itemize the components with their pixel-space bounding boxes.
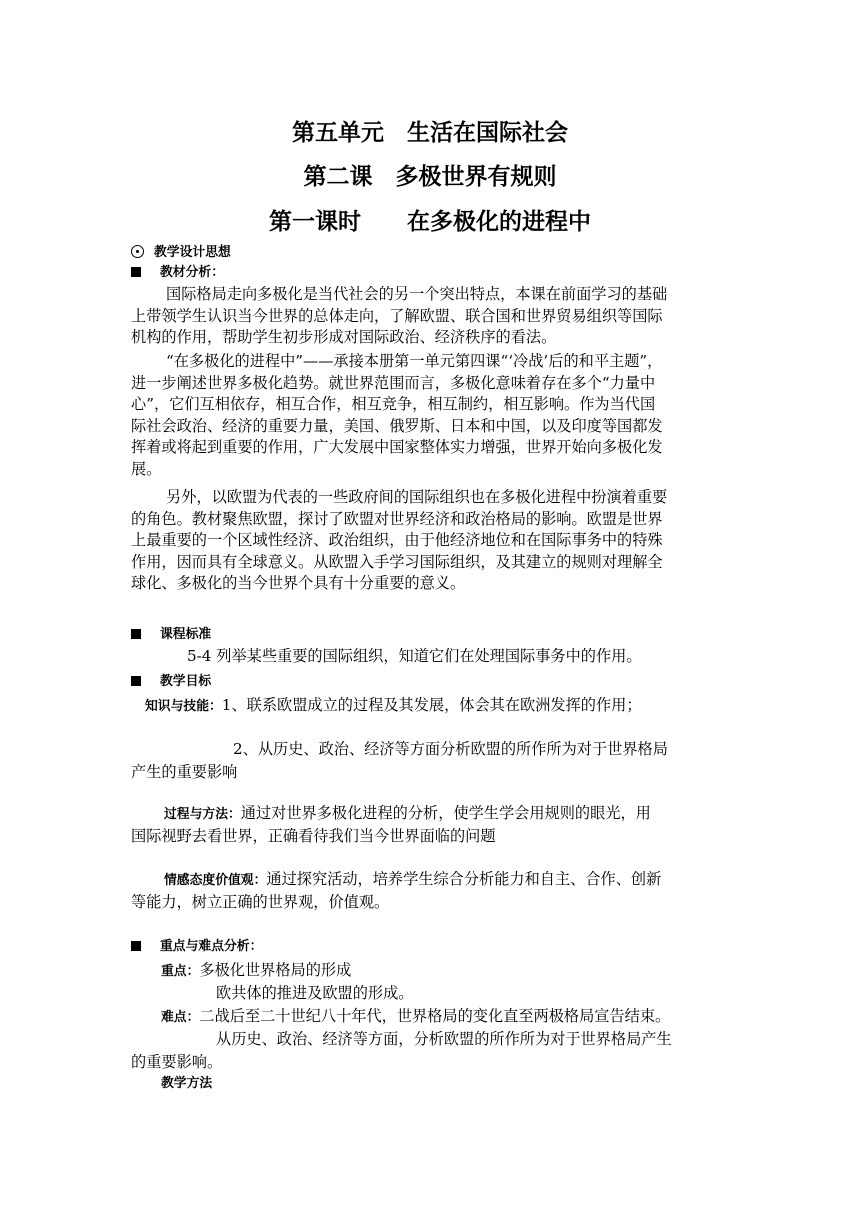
difficulty-1: 难点：二战后至二十世纪八十年代，世界格局的变化直至两极格局宣告结束。: [161, 1007, 671, 1025]
key-point-1: 重点：多极化世界格局的形成: [161, 961, 352, 979]
goal-knowledge-1: 知识与技能：1、联系欧盟成立的过程及其发展，体会其在欧洲发挥的作用；: [145, 696, 642, 714]
standard-text: 5-4 列举某些重要的国际组织，知道它们在处理国际事务中的作用。: [187, 647, 642, 665]
circle-dot-icon: [131, 245, 144, 258]
square-bullet-icon: [131, 267, 141, 277]
goal-emotion-a: 情感态度价值观：通过探究活动，培养学生综合分析能力和自主、合作、创新: [164, 870, 662, 888]
paragraph-material-2: “在多极化的进程中”——承接本册第一单元第四课“‘冷战’后的和平主题”， 进一步阐述世界多极化趋势。就世界范围而言，多极化意味着存在多个“力量中 心”，它们互相依存，相互合作，相互竞争，相互制约，相互影响。作为当代国 际社会政治、经济的重要力量，美国、俄罗斯、日本和中国，以及印度等国都发 挥着或将起到重要的作用，广大发展中国家整体实力增强，世界开始向多极化发 展。: [131, 352, 663, 478]
square-bullet-icon: [131, 941, 141, 951]
unit-title: 第五单元 生活在国际社会: [292, 120, 568, 146]
paragraph-material-1: 国际格局走向多极化是当代社会的另一个突出特点，本课在前面学习的基础 上带领学生认识当今世界的总体走向，了解欧盟、联合国和世界贸易组织等国际 机构的作用，帮助学生初步形成对国际政治、经济秩序的看法。: [131, 285, 668, 346]
goal-emotion-b: 等能力，树立正确的世界观，价值观。: [131, 893, 390, 911]
paragraph-material-3: 另外，以欧盟为代表的一些政府间的国际组织也在多极化进程中扮演着重要 的角色。教材聚焦欧盟，探讨了欧盟对世界经济和政治格局的影响。欧盟是世界 上最重要的一个区域性经济、政治组织，由于他经济地位和在国际事务中的特殊 作用，因而具有全球意义。从欧盟入手学习国际组织，及其建立的规则对理解全 球化、多极化的当今世界个具有十分重要的意义。: [131, 488, 668, 592]
difficulty-2a: 从历史、政治、经济等方面，分析欧盟的所作所为对于世界格局产生: [216, 1030, 672, 1048]
difficulty-2b: 的重要影响。: [131, 1053, 223, 1071]
goals-heading: 教学目标: [131, 673, 211, 691]
keypoints-heading: 重点与难点分析：: [131, 938, 262, 956]
lesson-title: 第二课 多极世界有规则: [303, 164, 557, 190]
period-title: 第一课时 在多极化的进程中: [269, 209, 591, 235]
key-point-2: 欧共体的推进及欧盟的形成。: [216, 984, 414, 1002]
method-heading: 教学方法: [161, 1076, 213, 1091]
goal-knowledge-2b: 产生的重要影响: [131, 763, 238, 781]
goal-process-a: 过程与方法：通过对世界多极化进程的分析，使学生学会用规则的眼光，用: [164, 804, 651, 822]
goal-process-b: 国际视野去看世界，正确看待我们当今世界面临的问题: [131, 827, 496, 845]
design-heading: 教学设计思想: [131, 244, 231, 262]
square-bullet-icon: [131, 676, 141, 686]
goal-knowledge-2a: 2、从历史、政治、经济等方面分析欧盟的所作所为对于世界格局: [233, 740, 668, 758]
material-heading: 教材分析：: [131, 264, 224, 282]
standard-heading: 课程标准: [131, 626, 211, 644]
square-bullet-icon: [131, 629, 141, 639]
